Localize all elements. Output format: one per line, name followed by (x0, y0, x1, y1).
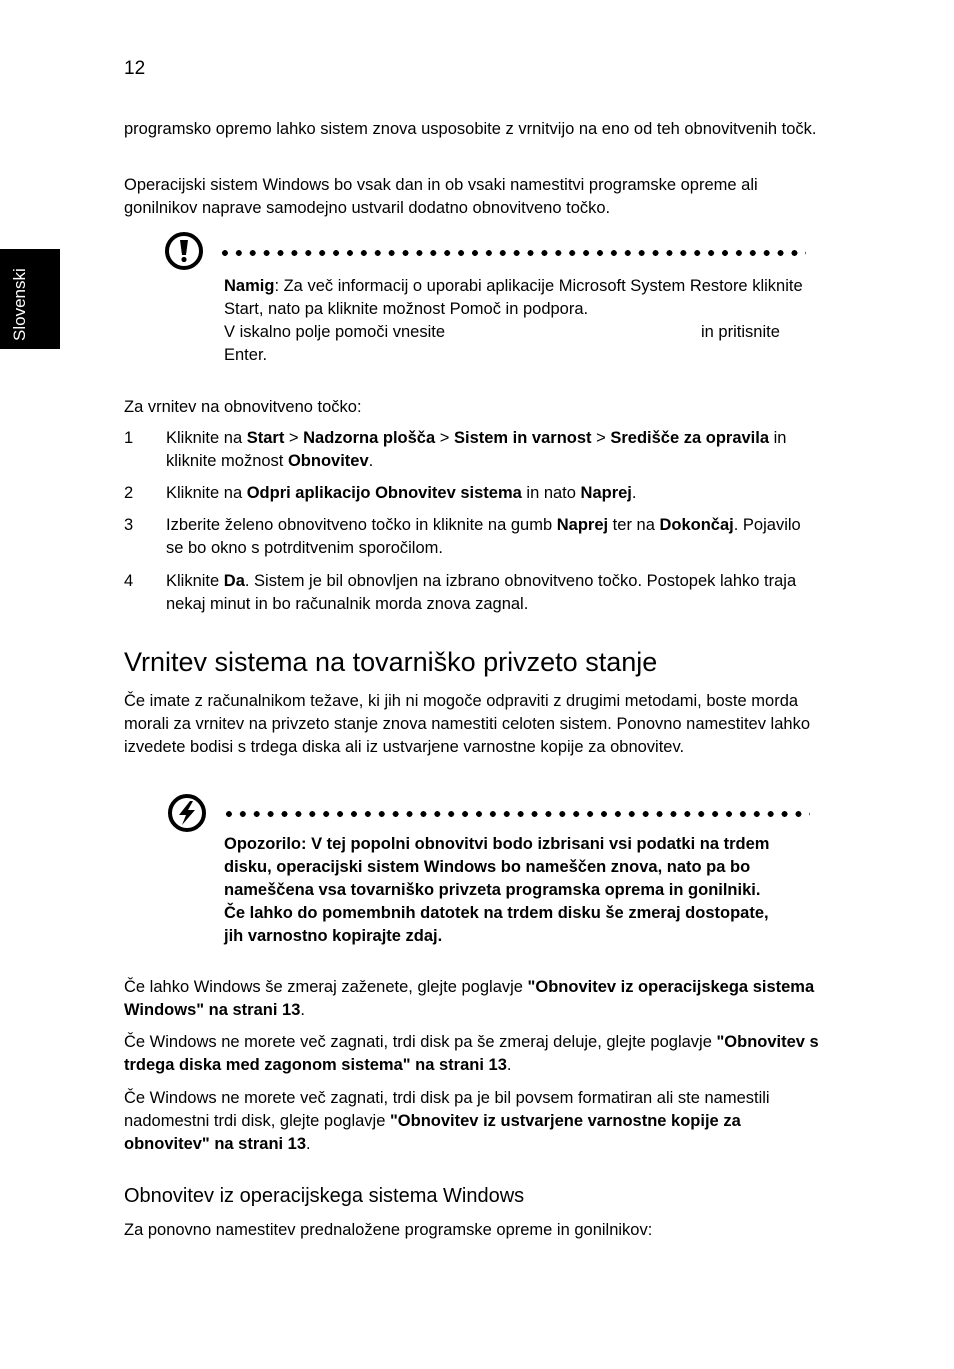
tip-text-search: V iskalno polje pomoči vnesite (224, 323, 446, 341)
restore-intro: Za vrnitev na obnovitveno točko: (124, 398, 362, 416)
subsection-heading: Obnovitev iz operacijskega sistema Windows (124, 1185, 525, 1207)
tip-note: Namig: Za več informacij o uporabi aplikacije Microsoft System Restore kliknite Start, nato pa kliknite možnost Pomoč in podpora. V iskalno polje pomoči vnesite in pritisnite Enter. (224, 275, 804, 367)
step-text: Kliknite na Odpri aplikacijo Obnovitev sistema in nato Naprej. (166, 484, 637, 502)
step-text: Kliknite na Start > Nadzorna plošča > Sistem in varnost > Središče za opravila in kliknite možnost Obnovitev. (166, 429, 787, 470)
step-number: 2 (124, 484, 134, 502)
step-number: 1 (124, 429, 134, 447)
final-paragraph: Za ponovno namestitev prednaložene programske opreme in gonilnikov: (124, 1221, 653, 1239)
step-number: 3 (124, 516, 134, 534)
tip-text-press: in pritisnite (701, 323, 780, 341)
chapter-link: "Obnovitev s trdega diska med zagonom sistema" na strani 13 (124, 1033, 819, 1074)
page-number: 12 (124, 58, 146, 79)
chapter-link: "Obnovitev iz operacijskega sistema Windows" na strani 13 (124, 978, 815, 1019)
note-divider (218, 250, 806, 256)
section-heading: Vrnitev sistema na tovarniško privzeto stanje (124, 647, 658, 677)
reference-paragraph: Če lahko Windows še zmeraj zaženete, glejte poglavje "Obnovitev iz operacijskega sistema Windows" na strani 13. (124, 978, 815, 1019)
warning-note: Opozorilo: V tej popolni obnovitvi bodo izbrisani vsi podatki na trdem disku, operacijski sistem Windows bo nameščen znova, nato pa bo nameščena vsa tovarniško privzeta programska oprema in gonilniki. Če lahko do pomembnih datotek na trdem disku še zmeraj dostopate, jih varnostno kopirajte zdaj. (224, 835, 770, 945)
step-text: Izberite želeno obnovitveno točko in kliknite na gumb Naprej ter na Dokončaj. Pojavilo se bo okno s potrditvenim sporočilom. (166, 516, 801, 557)
language-side-tab (0, 249, 60, 349)
intro-paragraph-2: Operacijski sistem Windows bo vsak dan in ob vsaki namestitvi programske opreme ali gonilnikov naprave samodejno ustvaril dodatno obnovitveno točko. (124, 176, 758, 217)
tip-label: Namig (224, 277, 275, 295)
exclamation-icon (165, 232, 203, 270)
side-tab-label: Slovenski (10, 268, 29, 341)
note-divider (222, 811, 810, 817)
lightning-icon (168, 794, 206, 832)
tip-text-enter: Enter. (224, 346, 268, 364)
reference-paragraph: Če Windows ne morete več zagnati, trdi disk pa je bil povsem formatiran ali ste namestili nadomestni trdi disk, glejte poglavje "Obnovitev iz ustvarjene varnostne kopije za obnovitev" na strani 13. (124, 1089, 770, 1153)
step-text: Kliknite Da. Sistem je bil obnovljen na izbrano obnovitveno točko. Postopek lahko traja nekaj minut in bo računalnik morda znova zagnal. (166, 572, 797, 613)
step-number: 4 (124, 572, 134, 590)
intro-paragraph-1: programsko opremo lahko sistem znova usposobite z vrnitvijo na eno od teh obnovitvenih točk. (124, 120, 817, 138)
chapter-link: "Obnovitev iz ustvarjene varnostne kopije za obnovitev" na strani 13 (124, 1112, 741, 1153)
reference-paragraph: Če Windows ne morete več zagnati, trdi disk pa še zmeraj deluje, glejte poglavje "Obnovitev s trdega diska med zagonom sistema" na strani 13. (124, 1033, 819, 1074)
factory-intro: Če imate z računalnikom težave, ki jih ni mogoče odpraviti z drugimi metodami, boste morda morali za vrnitev na privzeto stanje znova namestiti celoten sistem. Ponovno namestitev lahko izvedete bodisi s trdega diska ali iz ustvarjene varnostne kopije za obnovitev. (124, 692, 810, 756)
